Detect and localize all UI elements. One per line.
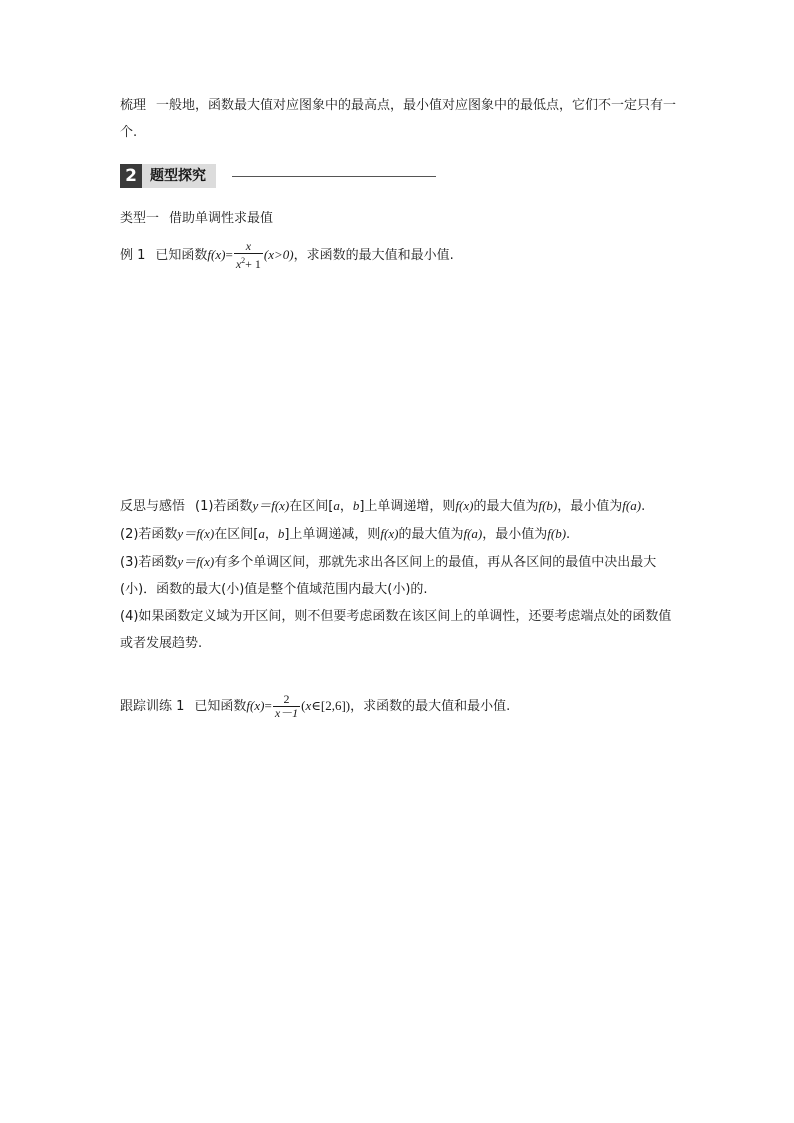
reflection-p1-v1: a [333,498,340,513]
reflection-p1-v2: b [352,498,360,513]
example1-denominator [234,254,263,271]
reflection-p1-b: 在区间[ [289,499,334,514]
training1-fraction [273,693,300,720]
reflection-p3-b: 有多个单调区间，那就先求出各区间上的最值，再从各区间的最值中决出最大(小)．函数的最大(小)值是整个值域范围内最大(小)的. [120,555,657,597]
reflection-p2-e: 的最大值为 [398,527,464,542]
training1-domain-var: x [305,698,312,713]
reflection-p3-fx: y＝f(x) [177,554,215,569]
training1-domain-open: ( [301,698,306,713]
example1-fraction [234,240,263,271]
reflection-p1-g: . [641,499,646,514]
example1-domain: (x>0) [263,247,294,262]
reflection-p2-g: . [566,527,571,542]
training1-prefix: 已知函数 [194,699,247,714]
training1-suffix: ，求函数的最大值和最小值. [350,699,511,714]
reflection-p1-a: (1)若函数 [195,499,253,514]
type1-heading [120,205,680,232]
training1-denominator: x－1 [274,706,299,720]
reflection-p1-f: ，最小值为 [557,499,623,514]
training1 [120,689,680,724]
reflection-p2-a: (2)若函数 [120,527,178,542]
training1-eq: = [264,698,272,713]
reflection-p3-a: (3)若函数 [120,555,178,570]
reflection-p2-f: ，最小值为 [482,527,548,542]
reflection-p2-b: 在区间[ [214,527,259,542]
reflection-p2-d: ]上单调递减，则 [284,527,381,542]
reflection-p4: (4)如果函数定义域为开区间，则不但要考虑函数在该区间上的单调性，还要考虑端点处的函数值或者发展趋势. [120,609,672,651]
type1-label: 类型一 [120,211,160,226]
summary-text: 一般地，函数最大值对应图象中的最高点，最小值对应图象中的最低点，它们不一定只有一个. [120,98,677,140]
reflection-p2-v2: b [277,526,285,541]
reflection-p1-fa: f(a) [622,498,642,513]
example1-label: 例 1 [120,248,146,263]
summary-label: 梳理 [120,98,147,113]
reflection-p1-c: ， [339,499,353,514]
example1-den-exp: 2 [241,256,246,265]
reflection-p2 [120,520,680,548]
reflection-label: 反思与感悟 [120,499,186,514]
reflection-p1-d: ]上单调递增，则 [359,499,456,514]
example1-func: f(x) [207,247,226,262]
section-title: 题型探究 [142,164,216,188]
reflection-p1-e: 的最大值为 [473,499,539,514]
reflection-p2-fx: y＝f(x) [177,526,215,541]
reflection-p1-fb: f(b) [538,498,558,513]
reflection-p1-fx2: f(x) [455,498,474,513]
section-divider [232,176,436,177]
summary-paragraph [120,92,680,146]
reflection-p2-fb: f(b) [547,526,567,541]
training1-label: 跟踪训练 1 [120,699,185,714]
example1-prefix: 已知函数 [155,248,208,263]
example1-eq: = [225,247,233,262]
reflection-p3 [120,548,680,603]
reflection-block [120,492,680,657]
example1-den-base: x [235,257,242,271]
example1-numerator: x [234,240,263,254]
example1-den-rest: + 1 [245,257,261,271]
reflection-p1-fx: y＝f(x) [252,498,290,513]
reflection-p2-fx2: f(x) [380,526,399,541]
example1 [120,238,680,273]
section-header [120,164,440,188]
example1-suffix: ，求函数的最大值和最小值. [293,248,454,263]
type1-title: 借助单调性求最值 [169,211,274,226]
reflection-p2-v1: a [258,526,265,541]
section-number: 2 [120,164,142,188]
training1-numerator: 2 [273,693,300,707]
reflection-p2-fa: f(a) [463,526,483,541]
training1-domain-rest: ∈[2,6]) [311,698,351,713]
reflection-p2-c: ， [264,527,278,542]
training1-func: f(x) [246,698,265,713]
reflection-p1 [120,492,680,520]
